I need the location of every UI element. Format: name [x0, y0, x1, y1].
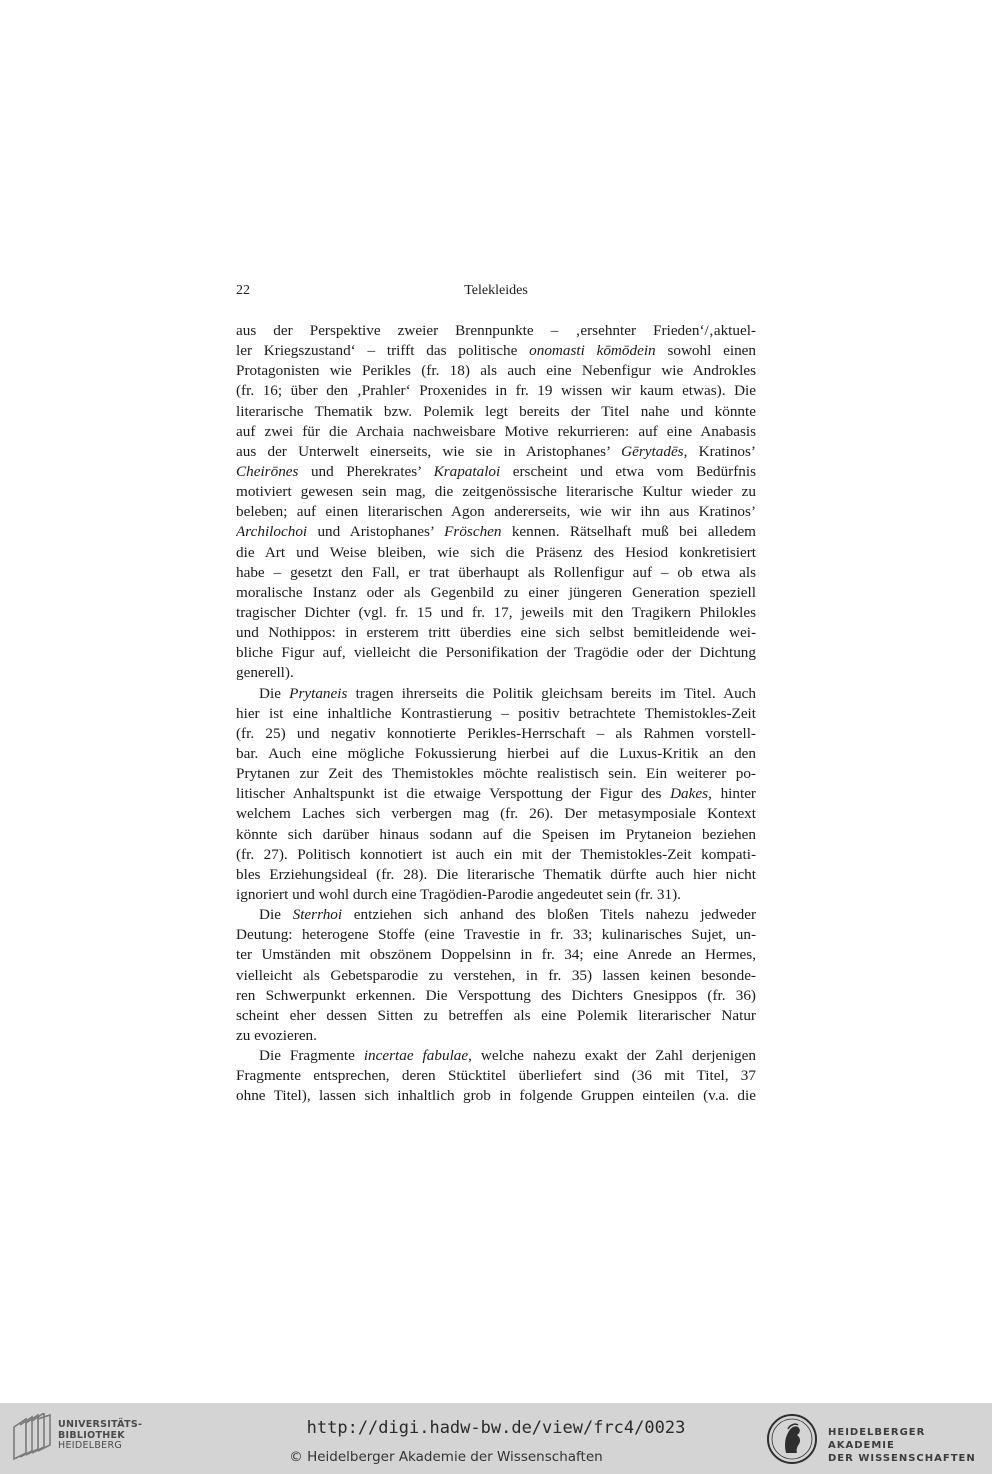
text-segment: kennen. Rätselhaft muß bei alledem — [501, 523, 756, 541]
text-segment: Deutung: heterogene Stoffe (eine Travestie in fr. 33; kulinarisches Sujet, un- — [236, 926, 756, 944]
text-segment: vielleicht als Gebetsparodie zu verstehen, in fr. 35) lassen keinen besonde- — [236, 966, 756, 984]
text-segment: tragischer Dichter (vgl. fr. 15 und fr. 17, jeweils mit den Tragikern Philokles — [236, 603, 756, 621]
italic-term: Dakes — [670, 785, 709, 803]
text-segment: könnte sich darüber hinaus sodann auf die Speisen im Prytaneion beziehen — [236, 825, 756, 843]
text-line — [236, 905, 756, 925]
text-segment: (fr. 16; über den ‚Prahler‘ Proxenides in fr. 19 wissen wir kaum etwas). Die — [236, 382, 756, 400]
running-head: Telekleides — [464, 283, 528, 298]
text-line — [236, 643, 756, 663]
italic-term: incertae fabulae — [363, 1047, 469, 1065]
text-segment: und Aristophanes’ — [307, 523, 445, 541]
text-line — [236, 764, 756, 784]
italic-term: Archilochoi — [236, 523, 308, 541]
academy-seal-icon — [766, 1413, 818, 1465]
text-line — [236, 563, 756, 583]
text-segment: scheint eher dessen Sitten zu betreffen als eine Polemik literarischer Natur — [236, 1006, 756, 1024]
text-line — [236, 784, 756, 804]
italic-term: Krapataloi — [433, 462, 501, 480]
text-segment: bar. Auch eine mögliche Fokussierung hierbei auf die Luxus-Kritik an den — [236, 744, 756, 762]
text-segment: generell). — [236, 664, 294, 682]
italic-term: Sterrhoi — [292, 906, 343, 924]
text-segment: Die — [259, 684, 290, 702]
text-line — [236, 1006, 756, 1026]
text-line — [236, 704, 756, 724]
text-segment: bliche Figur auf, vielleicht die Personifikation der Tragödie oder der Dichtung — [236, 644, 756, 662]
text-segment: und Pherekrates’ — [298, 462, 434, 480]
text-line — [236, 885, 756, 905]
text-line — [236, 845, 756, 865]
text-line — [236, 724, 756, 744]
text-line — [236, 986, 756, 1006]
text-segment: ter Umständen mit obszönem Doppelsinn in fr. 34; eine Anrede an Hermes, — [236, 946, 756, 964]
text-line — [236, 1046, 756, 1066]
text-segment: hier ist eine inhaltliche Kontrastierung – positiv betrachtete Themistokles-Zeit — [236, 704, 756, 722]
text-line — [236, 462, 756, 482]
text-line — [236, 966, 756, 986]
text-line — [236, 482, 756, 502]
text-line — [236, 925, 756, 945]
text-segment: aus der Unterwelt einerseits, wie sie in Aristophanes’ — [236, 442, 622, 460]
text-line — [236, 603, 756, 623]
text-segment: sowohl einen — [655, 342, 756, 360]
page-number: 22 — [236, 283, 250, 298]
text-segment: die Art und Weise bleiben, wie sich die Präsenz des Hesiod konkretisiert — [236, 543, 756, 561]
text-segment: und Nothippos: in ersterem tritt überdies eine sich selbst bemitleidende wei- — [236, 624, 756, 642]
text-segment: Die Fragmente — [259, 1047, 364, 1065]
text-segment: (fr. 25) und negativ konnotierte Perikles-Herrschaft – als Rahmen vorstell- — [236, 724, 756, 742]
text-segment: zu evozieren. — [236, 1026, 317, 1044]
italic-term: Fröschen — [444, 523, 502, 541]
text-segment: litischer Anhaltspunkt ist die etwaige Verspottung der Figur des — [236, 785, 671, 803]
text-segment: (fr. 27). Politisch konnotiert ist auch ein mit der Themistokles-Zeit kompati- — [236, 845, 756, 863]
academy-label: HEIDELBERGER AKADEMIE DER WISSENSCHAFTEN — [828, 1427, 976, 1464]
text-segment: Prytanen zur Zeit des Themistokles möchte realistisch sein. Ein weiterer po- — [236, 765, 756, 783]
text-segment: Protagonisten wie Perikles (fr. 18) als auch eine Nebenfigur wie Androkles — [236, 362, 756, 380]
text-segment: moralische Instanz oder als Gegenbild zu einer jüngeren Generation speziell — [236, 583, 756, 601]
text-segment: ler Kriegszustand‘ – trifft das politische — [236, 342, 530, 360]
italic-term: Cheirōnes — [236, 462, 299, 480]
text-segment: ren Schwerpunkt erkennen. Die Verspottung des Dichters Gnesippos (fr. 36) — [236, 986, 756, 1004]
text-line — [236, 804, 756, 824]
text-segment: aus der Perspektive zweier Brennpunkte – ‚ersehnter Frieden‘/‚aktuel- — [236, 322, 756, 339]
text-segment: auf zwei für die Archaia nachweisbare Motive rekurrieren: auf eine Anabasis — [236, 422, 756, 440]
text-segment: Fragmente entsprechen, deren Stücktitel überliefert sind (36 mit Titel, 37 — [236, 1067, 756, 1085]
text-segment: habe – gesetzt den Fall, er trat überhaupt als Rollenfigur auf – ob etwa als — [236, 563, 756, 581]
text-line — [236, 583, 756, 603]
text-line — [236, 945, 756, 965]
text-segment: , welche nahezu exakt der Zahl derjenigen — [468, 1047, 756, 1065]
text-line — [236, 381, 756, 401]
text-segment: entziehen sich anhand des bloßen Titels nahezu jedweder — [342, 906, 756, 924]
text-segment: beleben; auf einen literarischen Agon andererseits, wie wir ihn aus Kratinos’ — [236, 503, 756, 521]
text-segment: Die — [259, 906, 293, 924]
text-line — [236, 684, 756, 704]
body-text — [236, 321, 756, 1106]
text-line — [236, 321, 756, 341]
text-segment: , Kratinos’ — [683, 442, 756, 460]
text-line — [236, 502, 756, 522]
text-segment: welchem Laches sich verbergen mag (fr. 26). Der metasymposiale Kontext — [236, 805, 756, 823]
text-line — [236, 865, 756, 885]
italic-term: Prytaneis — [289, 684, 348, 702]
university-library-label: UNIVERSITÄTS- BIBLIOTHEK HEIDELBERG — [58, 1419, 143, 1451]
text-segment: motiviert gewesen sein mag, die zeitgenössische literarische Kultur wieder zu — [236, 483, 756, 501]
copyright-notice: © Heidelberger Akademie der Wissenschaften — [289, 1449, 603, 1465]
text-line — [236, 402, 756, 422]
text-segment: bles Erziehungsideal (fr. 28). Die literarische Thematik dürfte auch hier nicht — [236, 865, 756, 883]
page-header — [236, 283, 756, 303]
text-line — [236, 623, 756, 643]
text-segment: erscheint und etwa vom Bedürfnis — [500, 462, 756, 480]
text-segment: , hinter — [708, 785, 756, 803]
text-line — [236, 1066, 756, 1086]
text-segment: ohne Titel), lassen sich inhaltlich grob in folgende Gruppen einteilen (v.a. die — [236, 1087, 756, 1105]
footer-bar — [0, 1403, 992, 1474]
text-line — [236, 1026, 756, 1046]
italic-term: Gērytadēs — [621, 442, 684, 460]
text-line — [236, 522, 756, 542]
text-line — [236, 825, 756, 845]
text-line — [236, 744, 756, 764]
text-line — [236, 422, 756, 442]
text-line — [236, 341, 756, 361]
permalink-url[interactable]: http://digi.hadw-bw.de/view/frc4/0023 — [306, 1418, 686, 1438]
italic-term: onomasti kōmōdein — [529, 342, 656, 360]
text-line — [236, 663, 756, 683]
text-line — [236, 1086, 756, 1106]
text-line — [236, 442, 756, 462]
text-segment: tragen ihrerseits die Politik gleichsam bereits im Titel. Auch — [347, 684, 756, 702]
text-line — [236, 543, 756, 563]
text-segment: literarische Thematik bzw. Polemik legt bereits der Titel nahe und könnte — [236, 402, 756, 420]
text-segment: ignoriert und wohl durch eine Tragödien-Parodie angedeutet sein (fr. 31). — [236, 885, 681, 903]
text-line — [236, 361, 756, 381]
